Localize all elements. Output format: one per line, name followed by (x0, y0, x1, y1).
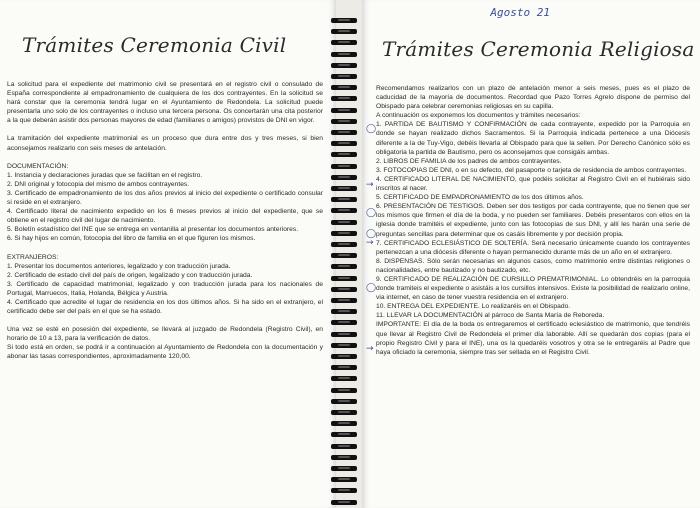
civil-duration: La tramitación del expediente matrimonial es un proceso que dura entre dos y tres meses, si bien aconsejamos realizarlo con seis meses de antelación. (7, 135, 323, 152)
binding-ring (331, 141, 357, 146)
handwritten-check-mark: ◯ (366, 229, 377, 239)
binding-ring (331, 376, 357, 381)
binding-ring (331, 253, 357, 258)
religious-intro: Recomendamos realizarlos con un plazo de antelación menor a seis meses, pues es el plazo de caducidad de la mayoría de documentos. Recordad que Pazo Torres Agrelo dispone de permiso del Obispado para celebrar ceremonias religiosas en su capilla. (376, 85, 690, 111)
right-text (376, 84, 690, 357)
binding-ring (331, 108, 357, 113)
binding-ring (331, 74, 357, 79)
foreigners-item: 2. Certificado de estado civil del país de origen, legalizado y con traducción jurada. (7, 271, 253, 279)
civil-closing: Si todo está en orden, se podrá ir a continuación al Ayuntamiento de Redondela con la documentación y abonar las tasas correspondientes, aproximadamente 120,00. (7, 344, 323, 361)
religious-ceremony-title: Trámites Ceremonia Religiosa (382, 37, 695, 61)
civil-intro: La solicitud para el expediente del matrimonio civil se presentará en el registro civil o consulado de España correspondiente al empadronamiento de cualquiera de los dos contrayentes. En la solicitud se hará constar que la ceremonia tendrá lugar en el Ayuntamiento de Redondela. La solicitud puede presentarla uno solo de los contrayentes o incluso una tercera persona. Os concertarán una cita posterior a la que deberán asistir dos personas mayores de edad (familiares o amigos) provistos de DNI en vigor. (7, 81, 323, 125)
requirement-item: 10. ENTREGA DEL EXPEDIENTE. Lo realizaréis en el Obispado. (376, 303, 571, 311)
civil-ceremony-title: Trámites Ceremonia Civil (22, 33, 287, 57)
binding-ring (331, 466, 357, 471)
requirement-item: 7. CERTIFICADO ECLESIÁSTICO DE SOLTERÍA. Será necesario únicamente cuando los contrayentes pertenezcan a una diócesis diferente o hayan permanecido durante más de un año en el extranjero. (376, 239, 690, 256)
binding-ring (331, 477, 357, 482)
binding-ring (331, 365, 357, 370)
binding-ring (331, 164, 357, 169)
binding-ring (331, 388, 357, 393)
binding-ring (331, 119, 357, 124)
doc-heading: DOCUMENTACIÓN: (7, 162, 69, 170)
handwritten-check-mark: ◯ (366, 208, 377, 218)
binding-ring (331, 332, 357, 337)
binding-ring (331, 175, 357, 180)
doc-item: 3. Certificado de empadronamiento de los dos años previos al inicio del expediente o certificado consular si reside en el extranjero. (7, 189, 323, 207)
requirement-item: 2. LIBROS DE FAMILIA de los padres de ambos contrayentes. (376, 157, 562, 165)
binding-ring (331, 186, 357, 191)
doc-item: 2. DNI original y fotocopia del mismo de ambos contrayentes. (7, 180, 190, 188)
binding-ring (331, 220, 357, 225)
binding-ring (331, 309, 357, 314)
foreigners-item: 1. Presentar los documentos anteriores, legalizado y con traducción jurada. (7, 262, 231, 270)
doc-item: 6. Si hay hijos en común, fotocopia del libro de familia en el que figuren los mismos. (7, 235, 256, 243)
requirement-item: 9. CERTIFICADO DE REALIZACIÓN DE CURSILLO PREMATRIMONIAL. Lo obtendréis en la parroquia donde tramiteis el expediente o asistáis a los cursillos intensivos. Existe la posibilidad de realizarlo online, via internet, en caso de tener vuestra residencia en el extranjero. (376, 275, 690, 302)
foreigners-heading: EXTRANJEROS: (7, 253, 59, 261)
handwritten-check-mark: ◯ (366, 283, 377, 293)
binding-ring (331, 52, 357, 57)
binding-ring (331, 276, 357, 281)
foreigners-item: 3. Certificado de capacidad matrimonial, legalizado y con traducción jurada para los nacionales de Portugal, Marruecos, Italia, Holanda, Bélgica y Austria. (7, 280, 323, 297)
important-note: IMPORTANTE: El día de la boda os entregaremos el certificado eclesiástico de matrimonio, que tendréis que llevar al Registro Civil de Redondela el primer día laborable. Allí se quedarán dos copias (para el propio Registro Civil y para el INE), una os la quedaréis vosotros y otra se le entregaréis al Padre que haya oficiado la ceremonia, siempre tras ser sellada en el Registro Civil. (376, 321, 690, 356)
binding-ring (331, 130, 357, 135)
binding-ring (331, 488, 357, 493)
binding-ring (331, 444, 357, 449)
requirement-item: 4. CERTIFICADO LITERAL DE NACIMIENTO, que podéis solicitar al Registro Civil en el hubiérais sido inscritos al nacer. (376, 175, 690, 193)
left-text (7, 80, 323, 362)
handwritten-note: Agosto 21 (490, 6, 550, 19)
binding-ring (331, 455, 357, 460)
binding-ring (331, 63, 357, 68)
binding-ring (331, 500, 357, 505)
binding-ring (331, 399, 357, 404)
requirement-item: 6. PRESENTACIÓN DE TESTIGOS. Deben ser dos testigos por cada contrayente, que no tienen que ser los mismos que firmen el día de la boda, y no pueden ser familiares. Debéis presentaros con ellos en la iglesia donde tramitéis el expediente, junto con las fotocopias de sus DNI, y allí les harán una serie de preguntas sencillas para determinar que os casáis libremente y por decisión propia. (376, 203, 690, 238)
requirement-item: 3. FOTOCOPIAS DE DNI, o en su defecto, del pasaporte o tarjeta de residencia de ambos contrayentes. (376, 166, 687, 174)
binding-ring (331, 320, 357, 325)
requirement-item: 8. DISPENSAS. Sólo serán necesarias en algunos casos, como matrimonio entre distintas religiones o nacionalidades, entre bautizado y no bautizado, etc. (376, 257, 690, 274)
binding-ring (331, 264, 357, 269)
left-page (0, 0, 336, 508)
doc-item: 1. Instancia y declaraciones juradas que se facilitan en el registro. (7, 171, 203, 179)
binding-ring (331, 231, 357, 236)
handwritten-check-mark: ◯ (366, 124, 377, 134)
binding-ring (331, 287, 357, 292)
foreigners-item: 4. Certificado que acredite el lugar de residencia en los dos últimos años. Si ha sido en el extranjero, el certificado debe ser del país en el que se ha estado. (7, 298, 323, 316)
binding-ring (331, 96, 357, 101)
handwritten-check-mark: → (366, 238, 374, 248)
binding-ring (331, 421, 357, 426)
binding-ring (331, 197, 357, 202)
doc-item: 4. Certificado literal de nacimiento expedido en los 6 meses previos al inicio del expediente, que se obtiene en el registro civil del lugar de nacimiento. (7, 208, 323, 225)
binding-ring (331, 18, 357, 23)
binding-ring (331, 85, 357, 90)
requirement-item: 5. CERTIFICADO DE EMPADRONAMIENTO de los dos últimos años. (376, 194, 584, 202)
binding-ring (331, 152, 357, 157)
binding-ring (331, 298, 357, 303)
doc-item: 5. Boletín estadístico del INE que se entrega en ventanilla al presentar los documentos anteriores. (7, 226, 299, 234)
civil-closing: Una vez se esté en posesión del expediente, se llevará al juzgado de Redondela (Registro Civil), en horario de 10 a 13, para la verificación de datos. (7, 326, 323, 343)
binding-ring (331, 343, 357, 348)
religious-intro: A continuación os exponemos los documentos y trámites necesarios: (376, 112, 581, 120)
binding-ring (331, 354, 357, 359)
requirement-item: 1. PARTIDA DE BAUTISMO Y CONFIRMACIÓN de cada contrayente, expedido por la Parroquia en donde se hayan realizado dichos Sacramentos. Si la Parroquia indicada pertenece a una Diócesis diferente a la de Tuy-Vigo, debéis llevarla al Obispado para que la sellen. Por Derecho Canónico sólo es obligatoria la partida de Bautismo, pero os aconsejamos que consigáis ambas. (376, 121, 690, 156)
binding-ring (331, 208, 357, 213)
handwritten-check-mark: → (366, 344, 374, 354)
binding-ring (331, 40, 357, 45)
binding-ring (331, 242, 357, 247)
binding-ring (331, 410, 357, 415)
handwritten-check-mark: → (366, 180, 374, 190)
right-page (362, 0, 700, 508)
binding-ring (331, 432, 357, 437)
binding-ring (331, 29, 357, 34)
requirement-item: 11. LLEVAR LA DOCUMENTACIÓN al párroco de Santa María de Reboreda. (376, 312, 605, 320)
